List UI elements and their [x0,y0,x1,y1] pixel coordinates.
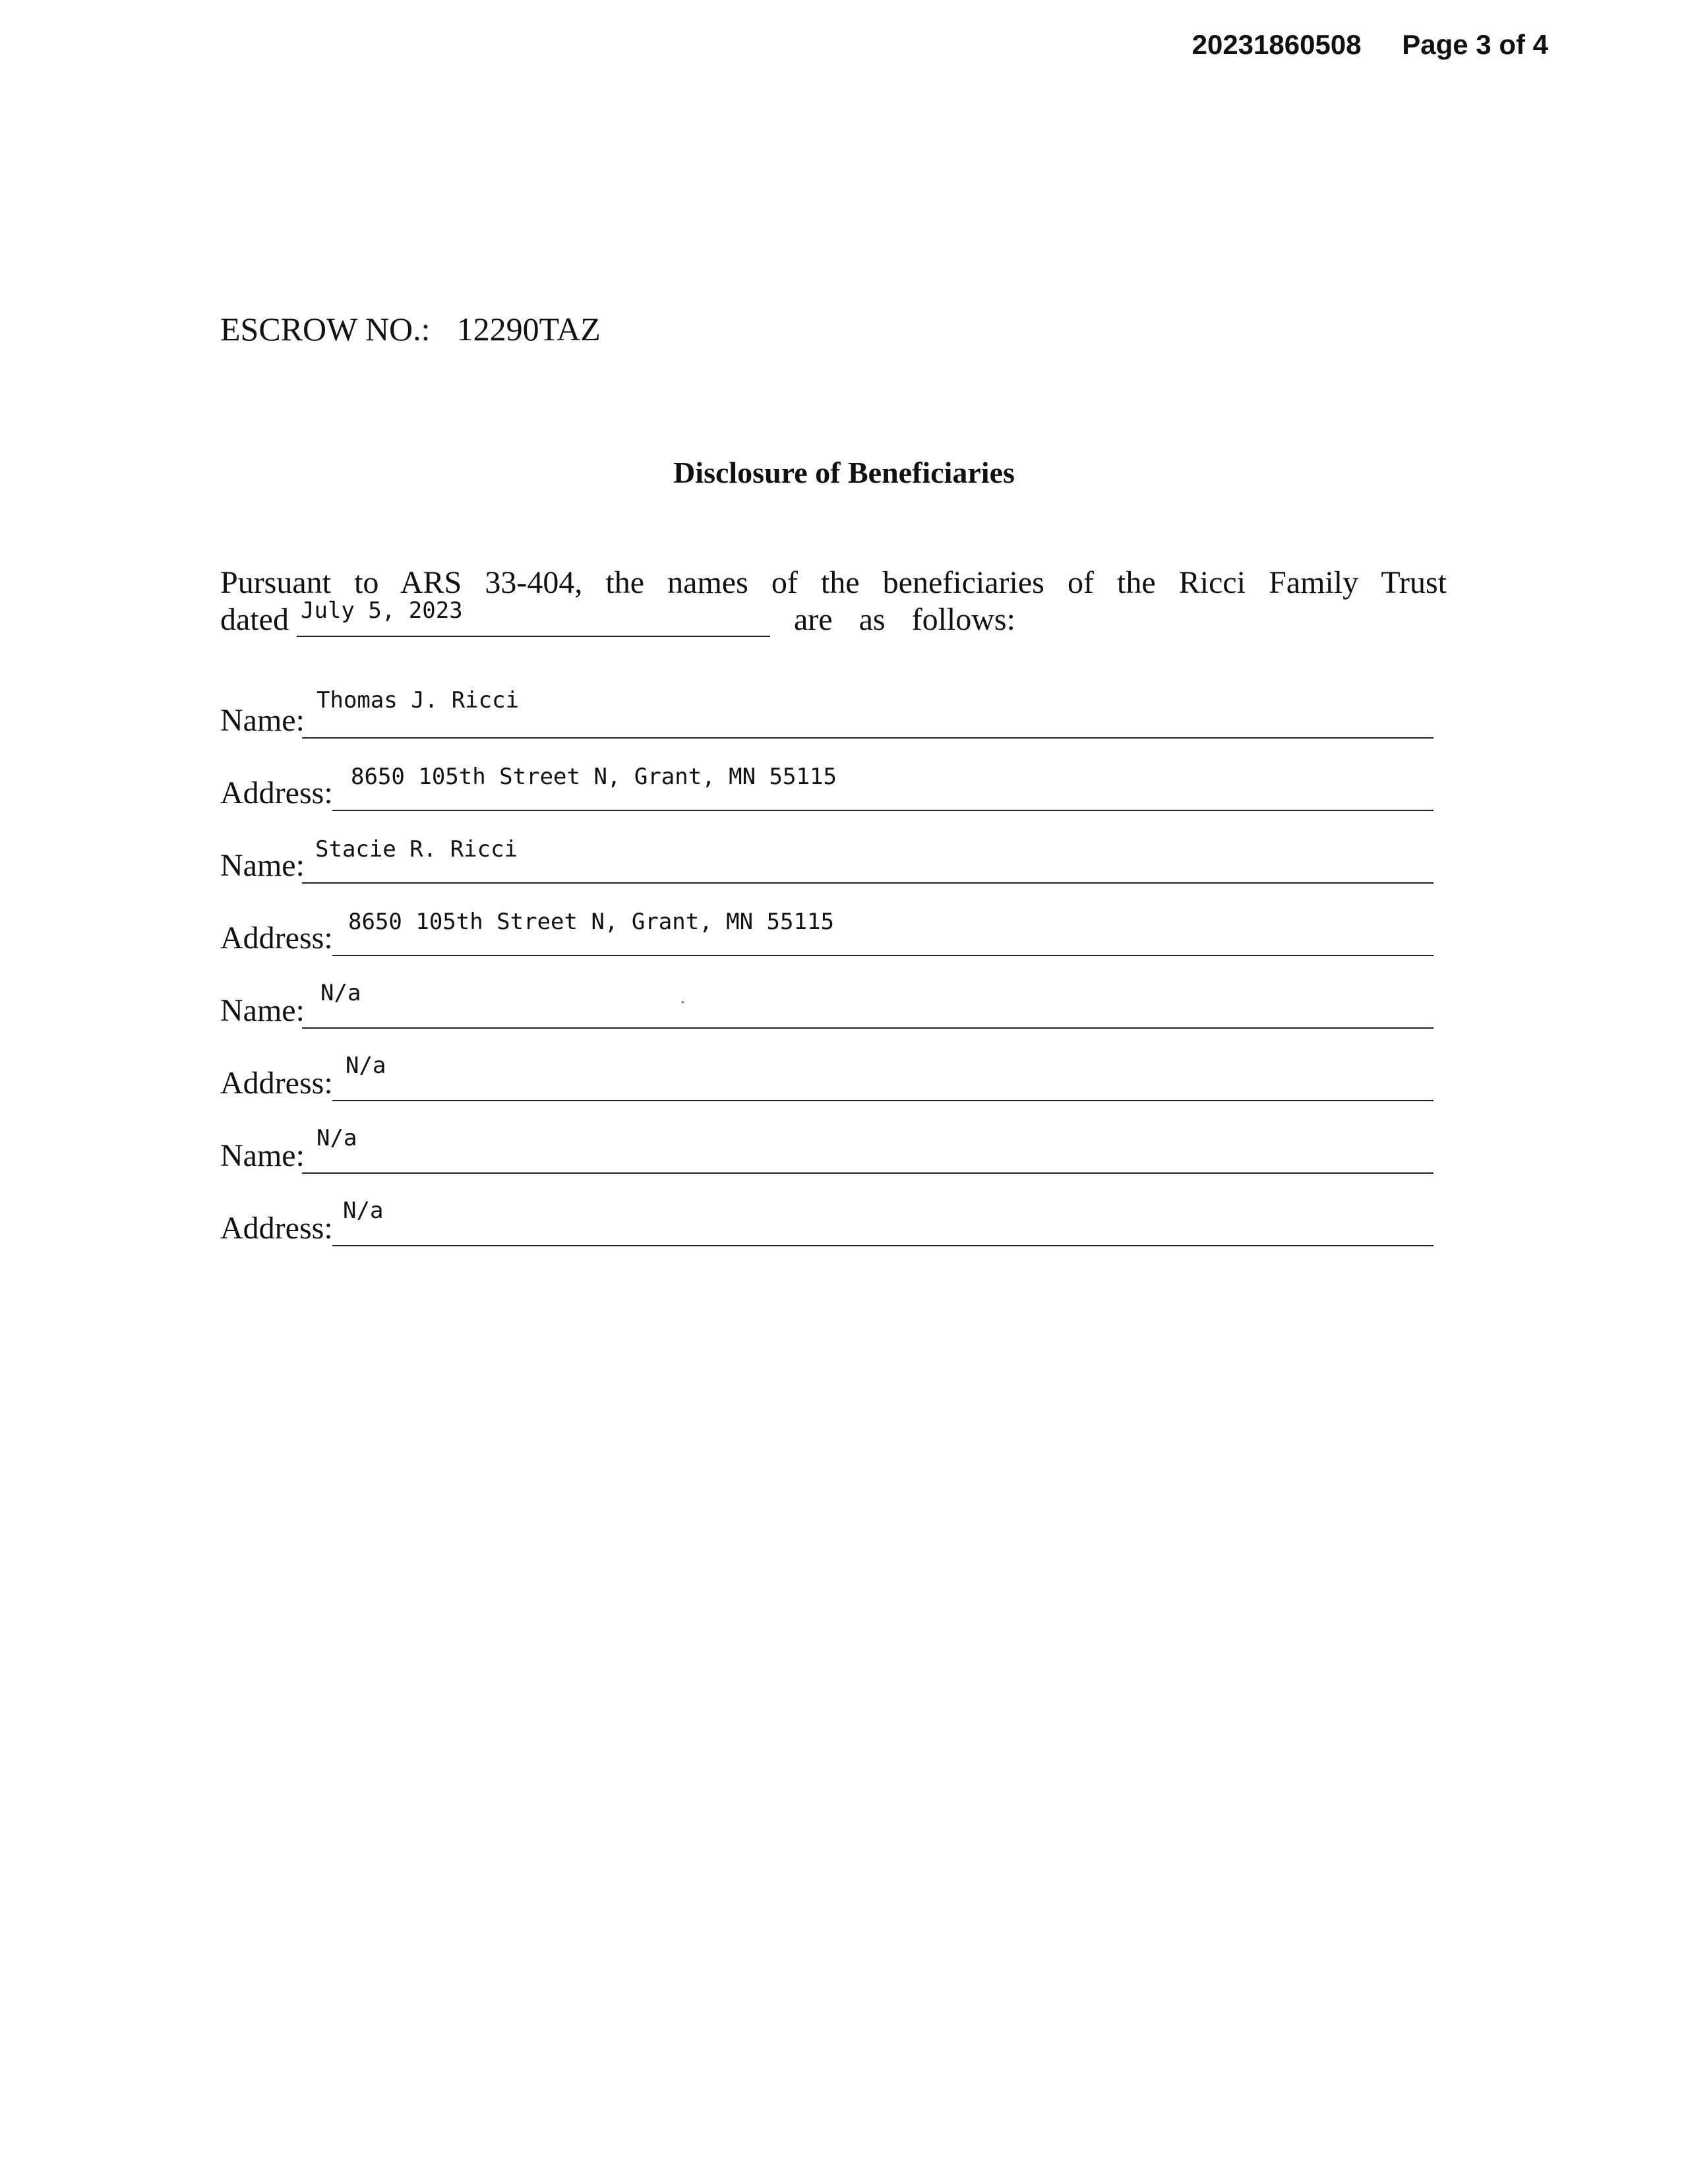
intro-tail-text: are as follows: [794,602,1015,637]
date-underline [297,636,770,637]
address-label: Address: [220,1066,333,1101]
beneficiary-3-address-field [220,1052,1433,1104]
document-title: Disclosure of Beneficiaries [673,456,1015,489]
name-underline [302,1027,1433,1029]
beneficiary-4-name: N/a [316,1125,357,1151]
beneficiary-4-address-field [220,1198,1433,1249]
beneficiary-2-address: 8650 105th Street N, Grant, MN 55115 [348,909,834,935]
address-underline [332,955,1433,956]
scan-speck: ˆ [680,1001,685,1012]
address-label: Address: [220,1211,333,1246]
address-underline [332,810,1433,811]
page-indicator: Page 3 of 4 [1402,29,1548,60]
beneficiary-1-address: 8650 105th Street N, Grant, MN 55115 [351,764,837,790]
page-header [1192,29,1548,61]
beneficiary-4-name-field [220,1125,1433,1176]
beneficiary-2-name-field [220,836,1433,886]
escrow-value: 12290TAZ [456,311,601,348]
address-underline [332,1245,1433,1246]
dated-label: dated [220,602,289,637]
intro-text-line1: Pursuant to ARS 33-404, the names of the beneficiaries of the Ricci Family Trust [220,565,1447,600]
name-underline [302,737,1433,739]
address-underline [332,1100,1433,1101]
escrow-label: ESCROW NO.: [220,311,431,348]
trust-date-value: July 5, 2023 [301,597,463,624]
name-underline [302,882,1433,884]
address-label: Address: [220,775,333,810]
address-label: Address: [220,921,333,956]
beneficiary-3-name-field [220,980,1433,1031]
name-label: Name: [220,848,305,883]
name-label: Name: [220,993,305,1028]
beneficiary-4-address: N/a [343,1198,384,1224]
name-underline [302,1172,1433,1174]
document-number: 20231860508 [1191,29,1362,60]
escrow-number [220,310,601,348]
beneficiary-1-address-field [220,764,1433,814]
beneficiary-1-name: Thomas J. Ricci [316,687,520,713]
beneficiary-3-address: N/a [346,1052,386,1079]
beneficiary-1-name-field [220,687,1433,741]
beneficiary-2-address-field [220,909,1433,959]
name-label: Name: [220,703,305,738]
name-label: Name: [220,1138,305,1173]
beneficiary-3-name: N/a [320,980,361,1006]
beneficiary-2-name: Stacie R. Ricci [315,836,518,863]
